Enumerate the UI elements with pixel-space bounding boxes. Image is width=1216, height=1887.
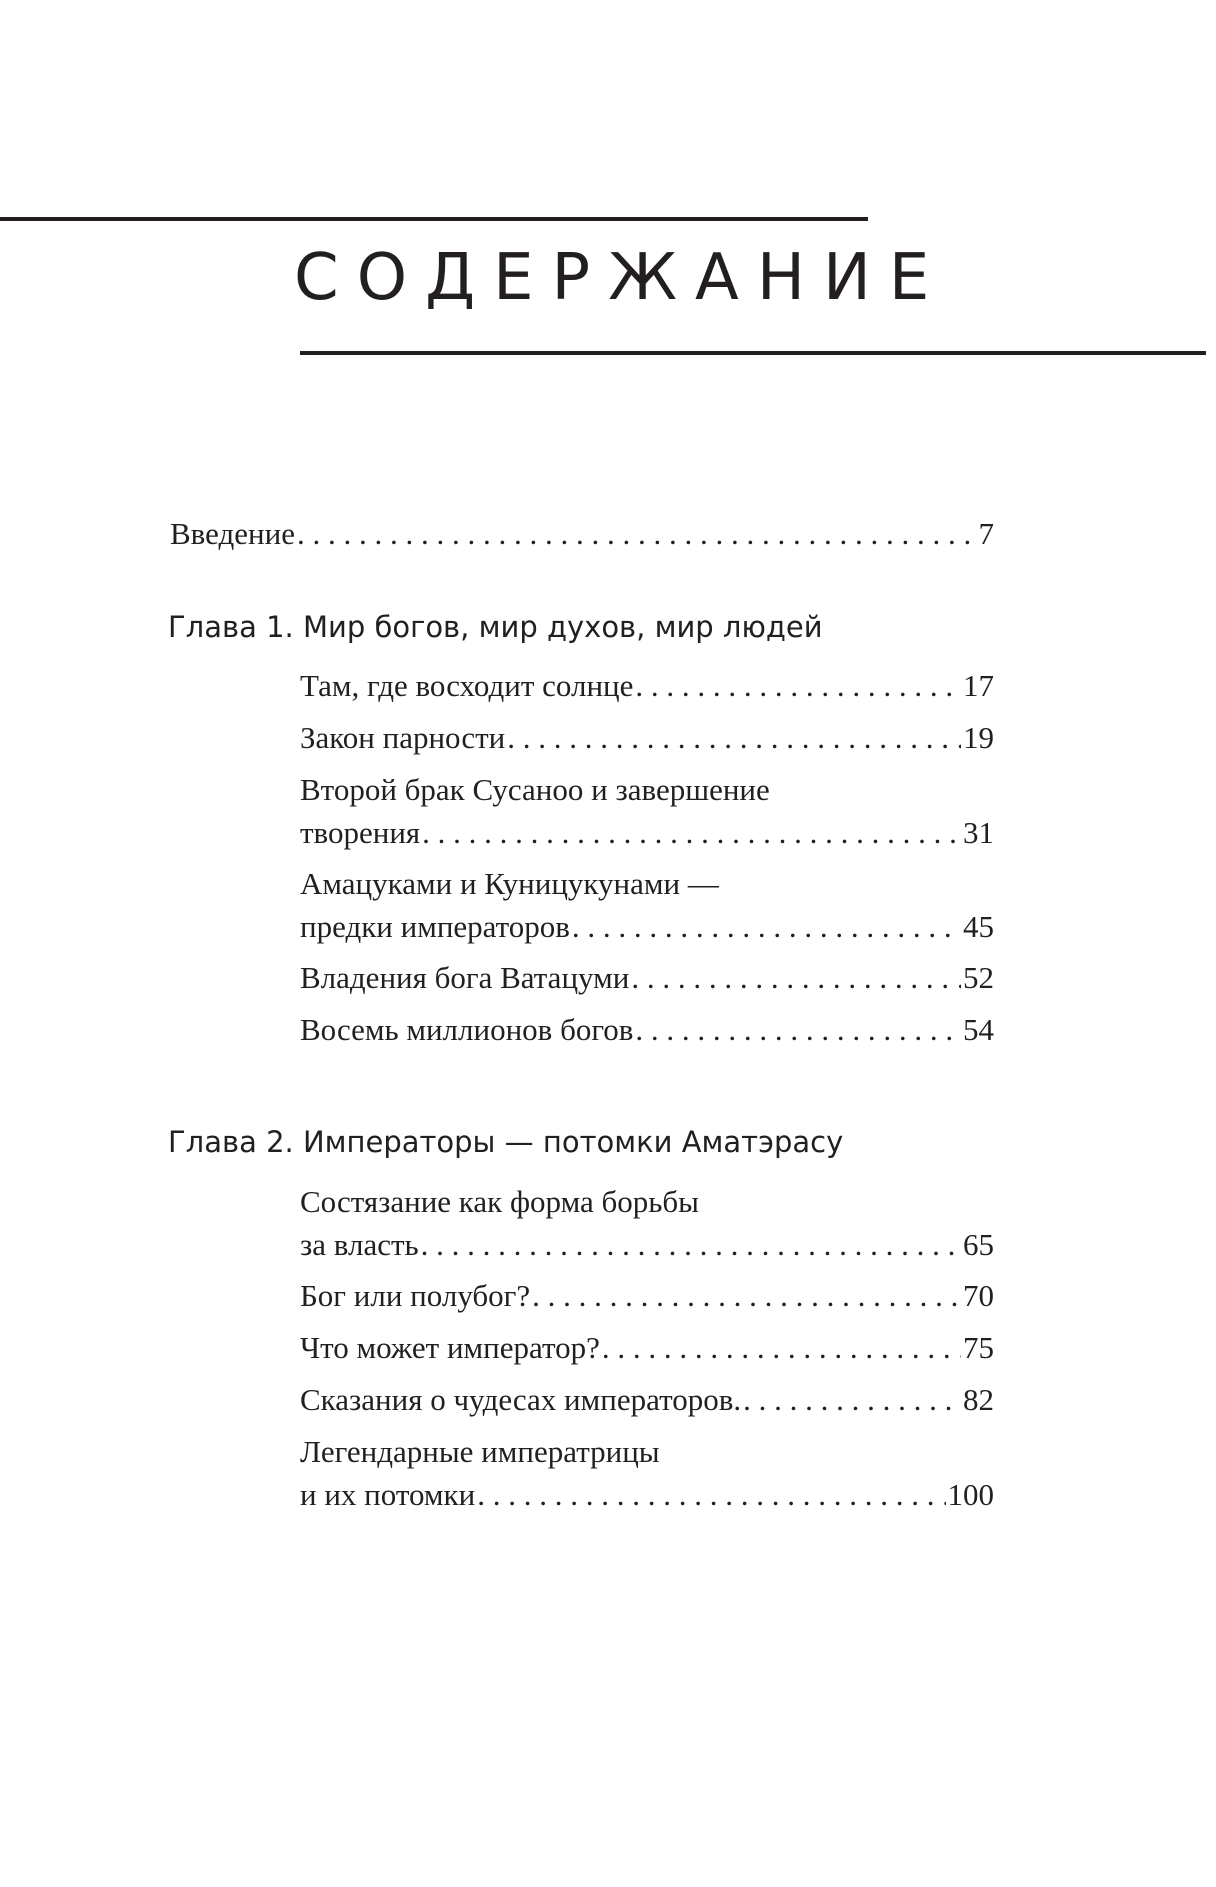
toc-entry[interactable] — [300, 1008, 994, 1051]
toc-page-number: 54 — [963, 1012, 994, 1047]
toc-entry[interactable] — [300, 956, 994, 999]
toc-entry-title: Владения бога Ватацуми — [300, 960, 630, 995]
toc-entry[interactable] — [300, 1430, 994, 1516]
toc-entry-title: Амацуками и Куницукунами — — [300, 866, 719, 901]
toc-entry[interactable] — [300, 768, 994, 854]
toc-entry[interactable] — [300, 1180, 994, 1266]
toc-entry-title: Введение — [170, 516, 295, 551]
toc-page-number: 65 — [963, 1227, 994, 1262]
toc-page-number: 100 — [947, 1477, 994, 1512]
toc-entry-title: Закон парности — [300, 720, 506, 755]
toc-entry-introduction[interactable] — [170, 512, 994, 555]
dot-leader — [602, 1326, 961, 1369]
toc-page-number: 45 — [963, 909, 994, 944]
toc-page-number: 82 — [963, 1382, 994, 1417]
toc-entry-title-continued: и их потомки — [300, 1477, 476, 1512]
page-title: СОДЕРЖАНИЕ — [294, 241, 948, 315]
toc-entry-title-continued: предки императоров — [300, 909, 570, 944]
dot-leader — [421, 1223, 961, 1266]
dot-leader — [635, 664, 961, 707]
toc-page-number: 19 — [963, 720, 994, 755]
dot-leader — [572, 905, 961, 948]
dot-leader — [477, 1473, 945, 1516]
chapter-heading: Глава 2. Императоры — потомки Аматэрасу — [168, 1125, 844, 1159]
dot-leader — [507, 716, 961, 759]
dot-leader — [532, 1274, 961, 1317]
toc-entry-title: Что может император? — [300, 1330, 600, 1365]
toc-page-number: 70 — [963, 1278, 994, 1313]
toc-entry-title: Легендарные императрицы — [300, 1434, 660, 1469]
toc-entry[interactable] — [300, 1378, 994, 1421]
toc-entry-title: Восемь миллионов богов — [300, 1012, 634, 1047]
toc-entry-title-continued: творения — [300, 815, 421, 850]
toc-entry-title: Сказания о чудесах императоров. — [300, 1382, 742, 1417]
chapter-heading: Глава 1. Мир богов, мир духов, мир людей — [168, 610, 823, 644]
dot-leader — [635, 1008, 961, 1051]
toc-page-number: 17 — [963, 668, 994, 703]
toc-entry-title-continued: за власть — [300, 1227, 419, 1262]
dot-leader — [297, 512, 977, 555]
toc-entry-title: Состязание как форма борьбы — [300, 1184, 700, 1219]
dot-leader — [743, 1378, 961, 1421]
toc-entry[interactable] — [300, 862, 994, 948]
dot-leader — [422, 811, 961, 854]
toc-entry-title: Там, где восходит солнце — [300, 668, 634, 703]
toc-page-number: 75 — [963, 1330, 994, 1365]
toc-page-number: 31 — [963, 815, 994, 850]
dot-leader — [631, 956, 961, 999]
toc-entry-title: Второй брак Сусаноо и завершение — [300, 772, 770, 807]
toc-entry-title: Бог или полубог? — [300, 1278, 531, 1313]
toc-page-number: 7 — [978, 516, 994, 551]
toc-entry[interactable] — [300, 664, 994, 707]
toc-page-number: 52 — [963, 960, 994, 995]
toc-entry[interactable] — [300, 1326, 994, 1369]
toc-entry[interactable] — [300, 716, 994, 759]
toc-entry[interactable] — [300, 1274, 994, 1317]
